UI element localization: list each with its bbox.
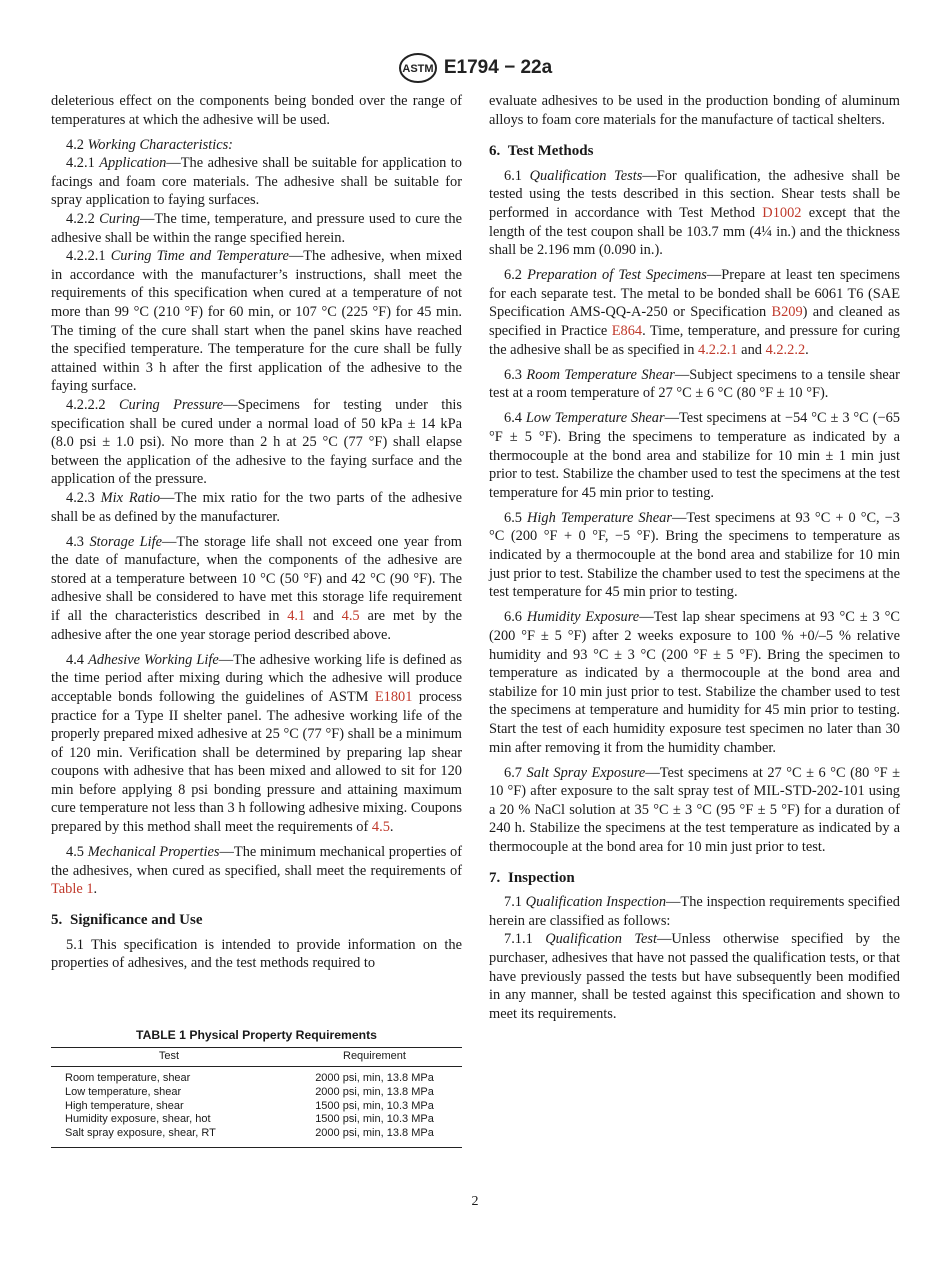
section-4-4: 4.4 Adhesive Working Life—The adhesive working life is defined as the time period after mixing during which the adhesive will produce acceptable bonds following the guidelines of ASTM E1801 process practice for a Type II shelter panel. The adhesive working life of the properly prepared mixed adhesive at 25 °C (77 °F) shall be a minimum of 120 min. Verification shall be determined by preparing lap shear coupons with adhesive that has been mixed and allowed to sit for 120 min before applying 8 psi bonding pressure and attaining maximum cure temperature not less than 3 h following adhesive mixing. Coupons prepared by this method shall meet the requirements of 4.5. [51, 651, 463, 836]
section-7-heading: 7. Inspection [489, 869, 575, 886]
section-7-1: 7.1 Qualification Inspection—The inspection requirements specified herein are classified as follows: [489, 894, 900, 929]
continued-paragraph: evaluate adhesives to be used in the production bonding of aluminum alloys to foam core materials for the manufacture of tactical shelters. [489, 93, 900, 128]
section-4-2-2-2: 4.2.2.2 Curing Pressure—Specimens for testing under this specification shall be cured under a normal load of 50 kPa ± 14 kPa (8.0 psi ± 1.0 psi). No more than 2 h at 25 °C (77 °F) shall elapse between the application of the adhesive to the faying surface and the application of the pressure. [51, 397, 463, 488]
section-6-3: 6.3 Room Temperature Shear—Subject specimens to a tensile shear test at a room temperature of 27 °C ± 6 °C (80 °F ± 10 °F). [489, 366, 900, 402]
page-number: 2 [471, 1194, 479, 1209]
section-6-2: 6.2 Preparation of Test Specimens—Prepare at least ten specimens for each separate test. The metal to be bonded shall be 6061 T6 (SAE Specification AMS-QQ-A-250 or Specification B209) and cleaned as specified in Practice E864. Time, temperature, and pressure for curing the adhesive shall be as specified in 4.2.2.1 and 4.2.2.2. [489, 267, 900, 358]
table-row: Room temperature, shear 2000 psi, min, 13.8 MPa [65, 1072, 434, 1084]
section-4-2-3: 4.2.3 Mix Ratio—The mix ratio for the two parts of the adhesive shall be as defined by the manufacturer. [51, 489, 462, 525]
ref-link-4-5[interactable]: 4.5 [341, 608, 360, 625]
astm-logo-icon [398, 52, 438, 84]
table-header-requirement: Requirement [287, 1048, 462, 1067]
section-4-3: 4.3 Storage Life—The storage life shall not exceed one year from the date of manufacture, when the components of the adhesive are stored at a temperature between 10 °C (50 °F) and 42 °C (90 °F). The adhesive shall be considered to have met this storage life requirement if all the characteristics described in 4.1 and 4.5 are met by the adhesive after the one year storage period described above. [51, 533, 462, 643]
ref-link-4-1[interactable]: 4.1 [287, 608, 306, 625]
section-6-heading: 6. Test Methods [489, 143, 594, 160]
section-4-2-1: 4.2.1 Application—The adhesive shall be suitable for application to facings and foam core materials. The adhesive shall be suitable for spray application to faying surfaces. [51, 155, 462, 209]
section-6-7: 6.7 Salt Spray Exposure—Test specimens at 27 °C ± 6 °C (80 °F ± 10 °F) after exposure to the salt spray test of MIL-STD-202-101 using a 20 % NaCl solution at 35 °C ± 3 °C (95 °F ± 5 °F) for a duration of 240 h. Stabilize the specimens at the test temperature as indicated by a thermocouple at the bond area for 10 min just prior to test. [489, 764, 900, 855]
section-5-heading: 5. Significance and Use [51, 911, 203, 928]
section-5-1: 5.1 This specification is intended to provide information on the properties of adhesives, and the test methods required to [51, 936, 463, 972]
right-column [489, 92, 900, 1023]
left-column [51, 92, 462, 973]
ref-link-4-2-2-1[interactable]: 4.2.2.1 [698, 341, 738, 358]
document-id: E1794 − 22a [443, 57, 553, 78]
ref-link-e1801[interactable]: E1801 [374, 688, 413, 705]
table-row: Salt spray exposure, shear, RT 2000 psi, min, 13.8 MPa [65, 1127, 434, 1140]
table-title: TABLE 1 Physical Property Requirements [136, 1028, 377, 1042]
section-6-1: 6.1 Qualification Tests—For qualification, the adhesive shall be tested using the tests described in this section. Shear tests shall be performed in accordance with Test Method D1002 except that the length of the test coupon shall be 103.7 mm (4¼ in.) and the thickness shall be 2.196 mm (0.090 in.). [489, 167, 900, 259]
property-table [51, 1047, 462, 1148]
page-header [0, 52, 950, 84]
ref-link-4-2-2-2[interactable]: 4.2.2.2 [765, 341, 806, 358]
ref-link-table-1[interactable]: Table 1 [51, 881, 94, 898]
section-6-6: 6.6 Humidity Exposure—Test lap shear specimens at 93 °C ± 3 °C (200 °F ± 5 °F) after 2 weeks exposure to 100 % +0/–5 % relative humidity and 93 °C ± 3 °C (200 °F ± 5 °F). Bring the specimen to temperature as indicated by a thermocouple at the bond area and stabilize for 10 min just prior to test. Stabilize the chamber used to test the specimens at temperature and humidity for 45 min prior to testing. Start the test of each humidity exposure test specimen no later than 30 min after removing it from the humidity chamber. [489, 609, 900, 756]
section-6-5: 6.5 High Temperature Shear—Test specimens at 93 °C + 0 °C, −3 °C (200 °F + 0 °F, −5 °F). Bring the specimens to temperature as indicated by a thermocouple at the bond area and stabilize for 10 min just prior to test. Stabilize the chamber used to test the specimens at the test temperature for 45 min prior to testing. [489, 509, 900, 601]
section-6-4: 6.4 Low Temperature Shear—Test specimens at −54 °C ± 3 °C (−65 °F ± 5 °F). Bring the specimens to temperature as indicated by a thermocouple at the bond area and stabilize for 10 min ± 1 min just prior to test. Stabilize the chamber used to test the specimens at the test temperature for 45 min prior to testing. [489, 410, 900, 501]
ref-link-b209[interactable]: B209 [771, 304, 803, 321]
table-row: Humidity exposure, shear, hot 1500 psi, min, 10.3 MPa [65, 1113, 434, 1126]
ref-link-d1002[interactable]: D1002 [762, 204, 802, 221]
section-4-2-2-1: 4.2.2.1 Curing Time and Temperature—The adhesive, when mixed in accordance with the manufacturer’s instructions, shall meet the requirements of this specification when cured at a temperature of not more than 99 °C (210 °F) for 60 min, or 107 °C (225 °F) for 45 min. The timing of the cure shall start when the panel skins have reached the specified temperature. The temperature for the cure shall be fully attained within 3 h after the first application of the adhesive to the faying surface. [51, 248, 462, 395]
section-4-2-2: 4.2.2 Curing—The time, temperature, and pressure used to cure the adhesive shall be within the range specified herein. [51, 211, 462, 246]
ref-link-e864[interactable]: E864 [611, 323, 643, 340]
section-4-5: 4.5 Mechanical Properties—The minimum mechanical properties of the adhesives, when cured as specified, shall meet the requirements of Table 1. [51, 844, 462, 898]
table-row: High temperature, shear 1500 psi, min, 10.3 MPa [65, 1099, 434, 1112]
ref-link-4-5[interactable]: 4.5 [371, 819, 390, 836]
section-4-2: 4.2 Working Characteristics: [66, 136, 233, 153]
section-7-1-1: 7.1.1 Qualification Test—Unless otherwise specified by the purchaser, adhesives that have not passed the qualification tests, or that have previously passed the tests but have subsequently been modified in any manner, shall be tested against this specification and shown to meet its requirements. [489, 931, 900, 1022]
table-header-test: Test [51, 1048, 287, 1067]
continued-paragraph: deleterious effect on the components being bonded over the range of temperatures at which the adhesive will be used. [51, 93, 462, 128]
svg-text:ASTM: ASTM [402, 63, 434, 75]
table-row: Low temperature, shear 2000 psi, min, 13.8 MPa [65, 1085, 434, 1098]
table-1 [51, 1028, 462, 1148]
